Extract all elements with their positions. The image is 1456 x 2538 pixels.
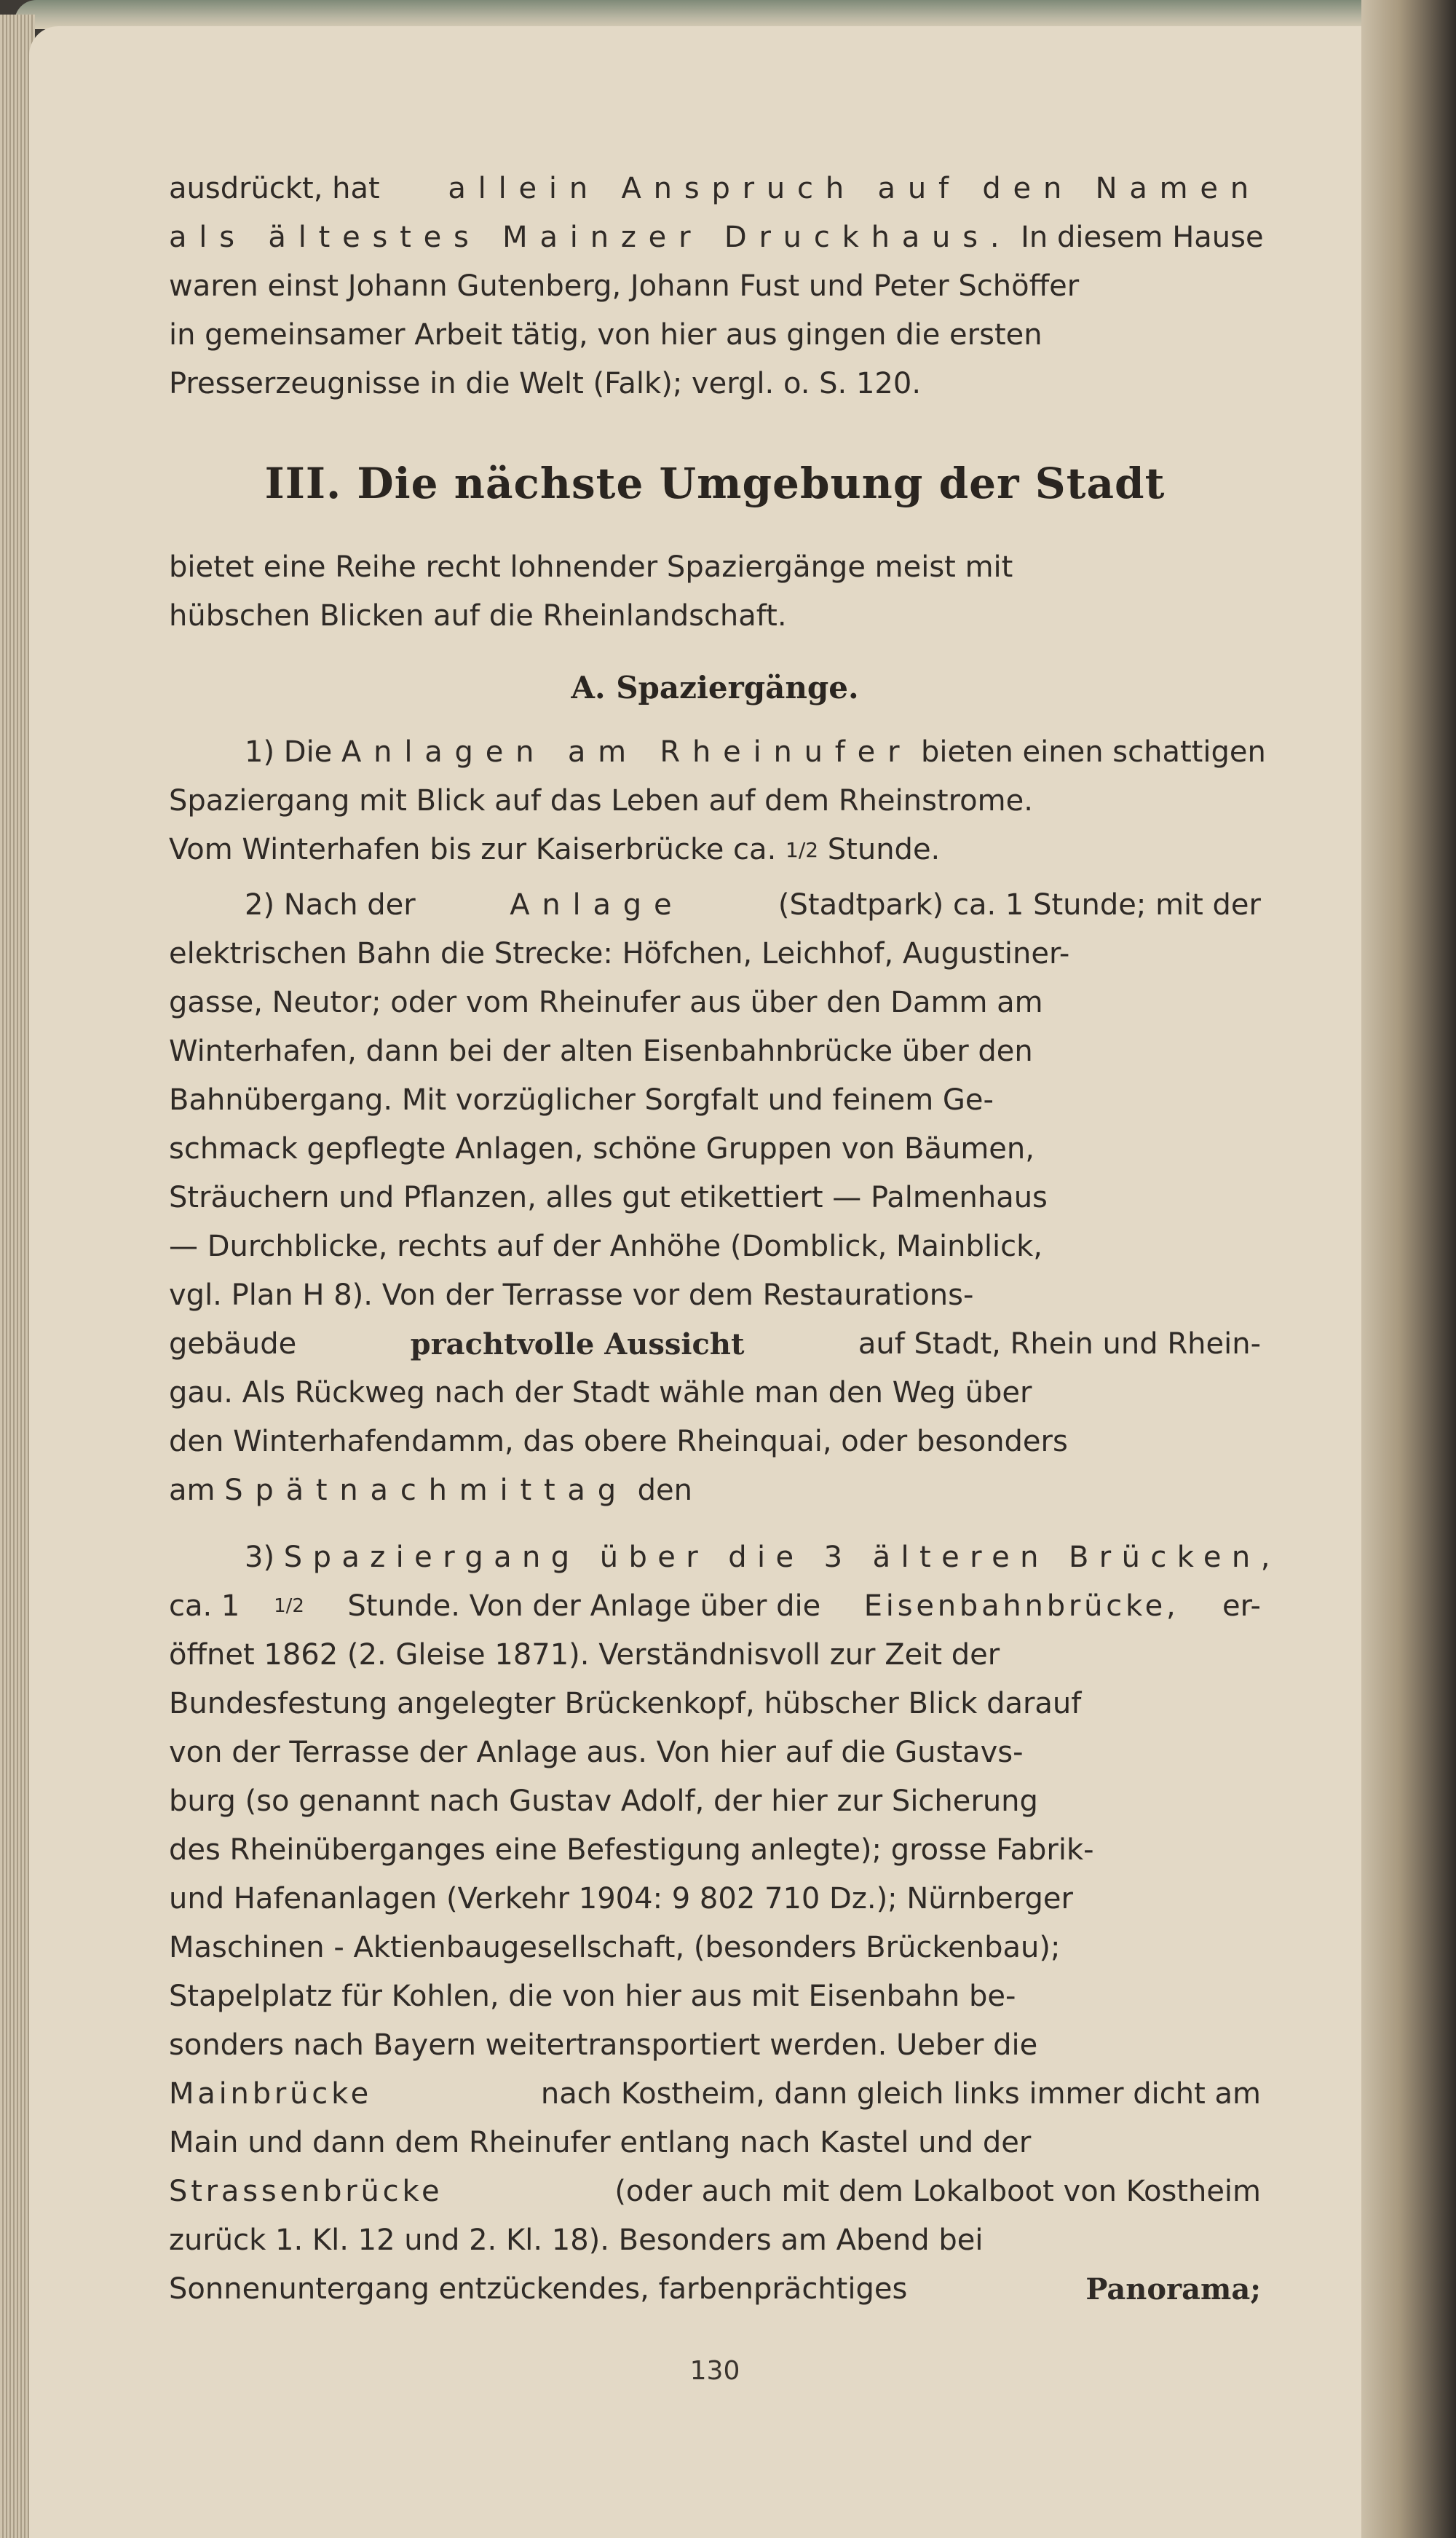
- text-run: er-: [1213, 1589, 1261, 1623]
- text-line: [169, 1728, 1261, 1777]
- text-line: [169, 1924, 1261, 1972]
- text-line: [169, 262, 1261, 311]
- text-run: des Rheinüberganges eine Befestigung anlegte); grosse Fabrik-: [169, 1833, 1094, 1867]
- text-run: Sonnenuntergang entzückendes, farbenprächtiges: [169, 2272, 917, 2306]
- text-run: gebäude: [169, 1327, 306, 1361]
- text-line: [169, 1826, 1261, 1875]
- spaced-text: Spaziergang über die 3 älteren Brücken,: [283, 1541, 1281, 1574]
- page-top-edge: [15, 0, 1383, 29]
- text-run: Winterhafen, dann bei der alten Eisenbahnbrücke über den: [169, 1035, 1033, 1068]
- text-line: [169, 1680, 1261, 1728]
- text-run: bieten einen schattigen: [911, 735, 1266, 769]
- text-run: auf Stadt, Rhein und Rhein-: [849, 1327, 1261, 1361]
- text-run: gasse, Neutor; oder vom Rheinufer aus über den Damm am: [169, 986, 1043, 1019]
- text-line: [169, 360, 1261, 408]
- spaced-text: als ältestes Mainzer Druckhaus.: [169, 221, 1012, 254]
- text-run: Vom Winterhafen bis zur Kaiserbrücke ca.: [169, 833, 786, 866]
- text-run: vgl. Plan H 8). Von der Terrasse vor dem Restaurations-: [169, 1278, 974, 1312]
- text-line: [169, 2216, 1261, 2265]
- text-line: [169, 1972, 1261, 2021]
- text-run: hübschen Blicken auf die Rheinlandschaft.: [169, 599, 787, 633]
- text-run: öffnet 1862 (2. Gleise 1871). Verständnisvoll zur Zeit der: [169, 1638, 1000, 1672]
- text-run: waren einst Johann Gutenberg, Johann Fust und Peter Schöffer: [169, 269, 1080, 303]
- fraction: 1/2: [274, 1595, 304, 1617]
- text-line: [169, 777, 1261, 826]
- text-run: bietet eine Reihe recht lohnender Spaziergänge meist mit: [169, 550, 1013, 584]
- text-run: — Durchblicke, rechts auf der Anhöhe (Domblick, Mainblick,: [169, 1230, 1042, 1263]
- text-run: Spaziergang mit Blick auf das Leben auf dem Rheinstrome.: [169, 784, 1033, 818]
- text-line: [169, 1174, 1261, 1222]
- text-line: [169, 979, 1261, 1027]
- text-run: den Winterhafendamm, das obere Rheinquai, oder besonders: [169, 1425, 1068, 1458]
- text-line: [169, 826, 1261, 874]
- section-heading: III. Die nächste Umgebung der Stadt: [264, 459, 1166, 508]
- walk-2-paragraph: [169, 881, 1261, 1515]
- text-line: [169, 881, 1261, 930]
- text-run: Main und dann dem Rheinufer entlang nach Kastel und der: [169, 2126, 1032, 2159]
- spaced-text: Anlage: [510, 888, 684, 922]
- spaced-text: Spätnachmittag: [224, 1474, 628, 1507]
- text-run: 3): [245, 1541, 284, 1574]
- text-run: in gemeinsamer Arbeit tätig, von hier aus gingen die ersten: [169, 318, 1042, 352]
- text-line: [169, 2021, 1261, 2070]
- text-run: 2) Nach der: [245, 888, 425, 922]
- text-line: [169, 1582, 1261, 1631]
- text-line: [169, 1466, 1261, 1515]
- text-line: [169, 1369, 1261, 1418]
- text-line: [169, 1027, 1261, 1076]
- top-paragraph: [169, 165, 1264, 408]
- text-run: 1) Die: [245, 735, 342, 769]
- text-line: [169, 1875, 1261, 1924]
- text-line: [169, 1076, 1261, 1125]
- text-line: [169, 2070, 1261, 2119]
- text-run: In diesem Hause: [1011, 221, 1264, 254]
- text-run: den: [628, 1474, 693, 1507]
- text-run: und Hafenanlagen (Verkehr 1904: 9 802 710 Dz.); Nürnberger: [169, 1882, 1073, 1916]
- text-run: elektrischen Bahn die Strecke: Höfchen, Leichhof, Augustiner-: [169, 937, 1070, 970]
- text-run: Bahnübergang. Mit vorzüglicher Sorgfalt und feinem Ge-: [169, 1083, 994, 1117]
- text-run: Sträuchern und Pflanzen, alles gut etikettiert — Palmenhaus: [169, 1181, 1048, 1214]
- page-number: 130: [689, 2356, 740, 2386]
- spaced-text: Eisenbahnbrücke,: [863, 1589, 1179, 1623]
- text-line: [169, 2119, 1261, 2167]
- walk-1-paragraph: [169, 728, 1266, 874]
- text-run: Maschinen - Aktienbaugesellschaft, (besonders Brückenbau);: [169, 1931, 1061, 1964]
- text-run: Bundesfestung angelegter Brückenkopf, hübscher Blick darauf: [169, 1687, 1082, 1720]
- text-line: [169, 543, 1261, 592]
- intro-paragraph: [169, 543, 1261, 641]
- fraction: 1/2: [786, 838, 819, 862]
- text-run: ausdrückt, hat: [169, 172, 389, 205]
- text-line: [169, 2265, 1261, 2314]
- text-line: [169, 1271, 1261, 1320]
- text-run: sonders nach Bayern weitertransportiert werden. Ueber die: [169, 2028, 1038, 2062]
- spaced-text: allein Anspruch auf den Namen: [448, 172, 1261, 205]
- text-line: [169, 1320, 1261, 1369]
- text-line: [169, 1631, 1261, 1680]
- text-run: Stunde.: [818, 833, 941, 866]
- walk-3-paragraph: [169, 1533, 1281, 2314]
- text-line: [169, 1533, 1281, 1582]
- spaced-text: Anlagen am Rheinufer: [341, 735, 912, 769]
- text-run: Presserzeugnisse in die Welt (Falk); vergl. o. S. 120.: [169, 367, 922, 400]
- spaced-text: Mainbrücke: [169, 2077, 373, 2111]
- text-run: Stapelplatz für Kohlen, die von hier aus mit Eisenbahn be-: [169, 1980, 1016, 2013]
- text-run: burg (so genannt nach Gustav Adolf, der hier zur Sicherung: [169, 1784, 1038, 1818]
- text-run: (Stadtpark) ca. 1 Stunde; mit der: [769, 888, 1261, 922]
- text-run: am: [169, 1474, 225, 1507]
- text-line: [169, 1777, 1261, 1826]
- text-line: [169, 592, 1261, 641]
- book-gutter: [1361, 0, 1456, 2538]
- text-line: [169, 1125, 1261, 1174]
- bold-text: prachtvolle Aussicht: [410, 1327, 745, 1361]
- text-run: zurück 1. Kl. 12 und 2. Kl. 18). Besonders am Abend bei: [169, 2223, 984, 2257]
- spaced-text: Strassenbrücke: [169, 2175, 443, 2208]
- text-line: [169, 1418, 1261, 1466]
- text-line: [169, 165, 1261, 213]
- text-line: [169, 1222, 1261, 1271]
- text-run: schmack gepflegte Anlagen, schöne Gruppen von Bäumen,: [169, 1132, 1034, 1166]
- text-run: von der Terrasse der Anlage aus. Von hier auf die Gustavs-: [169, 1736, 1024, 1769]
- text-line: [169, 728, 1266, 777]
- text-run: Stunde. Von der Anlage über die: [338, 1589, 830, 1623]
- text-line: [169, 2167, 1261, 2216]
- text-run: (oder auch mit dem Lokalboot von Kostheim: [605, 2175, 1261, 2208]
- text-line: [169, 930, 1261, 979]
- text-run: nach Kostheim, dann gleich links immer dicht am: [531, 2077, 1261, 2111]
- subsection-heading: A. Spaziergänge.: [571, 670, 859, 705]
- text-run: gau. Als Rückweg nach der Stadt wähle man den Weg über: [169, 1376, 1032, 1410]
- text-line: [169, 213, 1264, 262]
- text-run: ca. 1: [169, 1589, 240, 1623]
- bold-text: Panorama;: [1085, 2272, 1261, 2306]
- text-line: [169, 311, 1261, 360]
